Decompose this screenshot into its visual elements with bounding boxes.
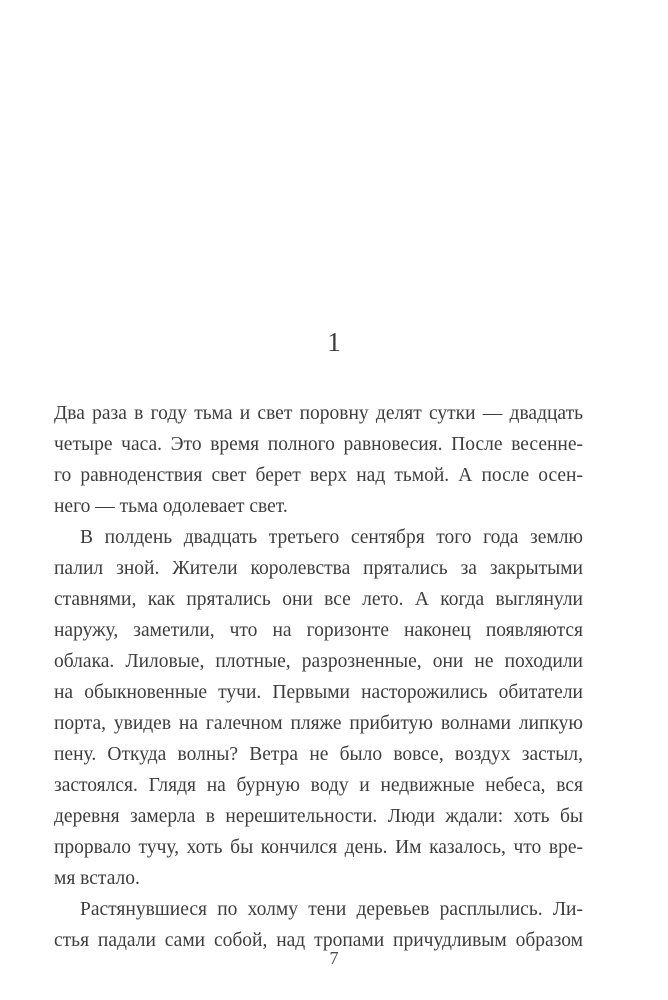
paragraph-2-line-6: на обыкновенные тучи. Первыми насторожились обитатели [54, 682, 583, 703]
chapter-number: 1 [327, 327, 341, 357]
paragraph-1-line-1: Два раза в году тьма и свет поровну делят сутки — двадцать [54, 403, 583, 424]
paragraph-2-line-11: прорвало тучу, хоть бы кончился день. Им казалось, что вре- [54, 837, 583, 858]
paragraph-1-line-4: него — тьма одолевает свет. [54, 496, 288, 517]
paragraph-2-line-1: В полдень двадцать третьего сентября того года землю [80, 527, 583, 548]
paragraph-1-line-3: го равноденствия свет берет верх над тьмой. А после осен- [54, 465, 583, 486]
paragraph-2-line-10: деревня замерла в нерешительности. Люди ждали: хоть бы [54, 806, 583, 827]
paragraph-2-line-4: наружу, заметили, что на горизонте наконец появляются [54, 620, 583, 641]
page-number: 7 [329, 948, 339, 968]
paragraph-2-line-5: облака. Лиловые, плотные, разрозненные, они не походили [54, 651, 583, 672]
paragraph-2-line-7: порта, увидев на галечном пляже прибитую волнами липкую [54, 713, 583, 734]
paragraph-2-line-2: палил зной. Жители королевства прятались за закрытыми [54, 558, 583, 579]
paragraph-1-line-2: четыре часа. Это время полного равновесия. После весенне- [54, 434, 583, 455]
paragraph-2-line-3: ставнями, как прятались они все лето. А когда выглянули [54, 589, 583, 610]
paragraph-3-line-1: Растянувшиеся по холму тени деревьев расплылись. Ли- [80, 899, 583, 920]
paragraph-2-line-9: застоялся. Глядя на бурную воду и недвижные небеса, вся [54, 775, 583, 796]
paragraph-2-line-12: мя встало. [54, 868, 140, 889]
paragraph-2-line-8: пену. Откуда волны? Ветра не было вовсе, воздух застыл, [54, 744, 583, 765]
chapter-body [54, 398, 583, 956]
paragraph-3-line-2: стья падали сами собой, над тропами причудливым образом [54, 930, 583, 951]
